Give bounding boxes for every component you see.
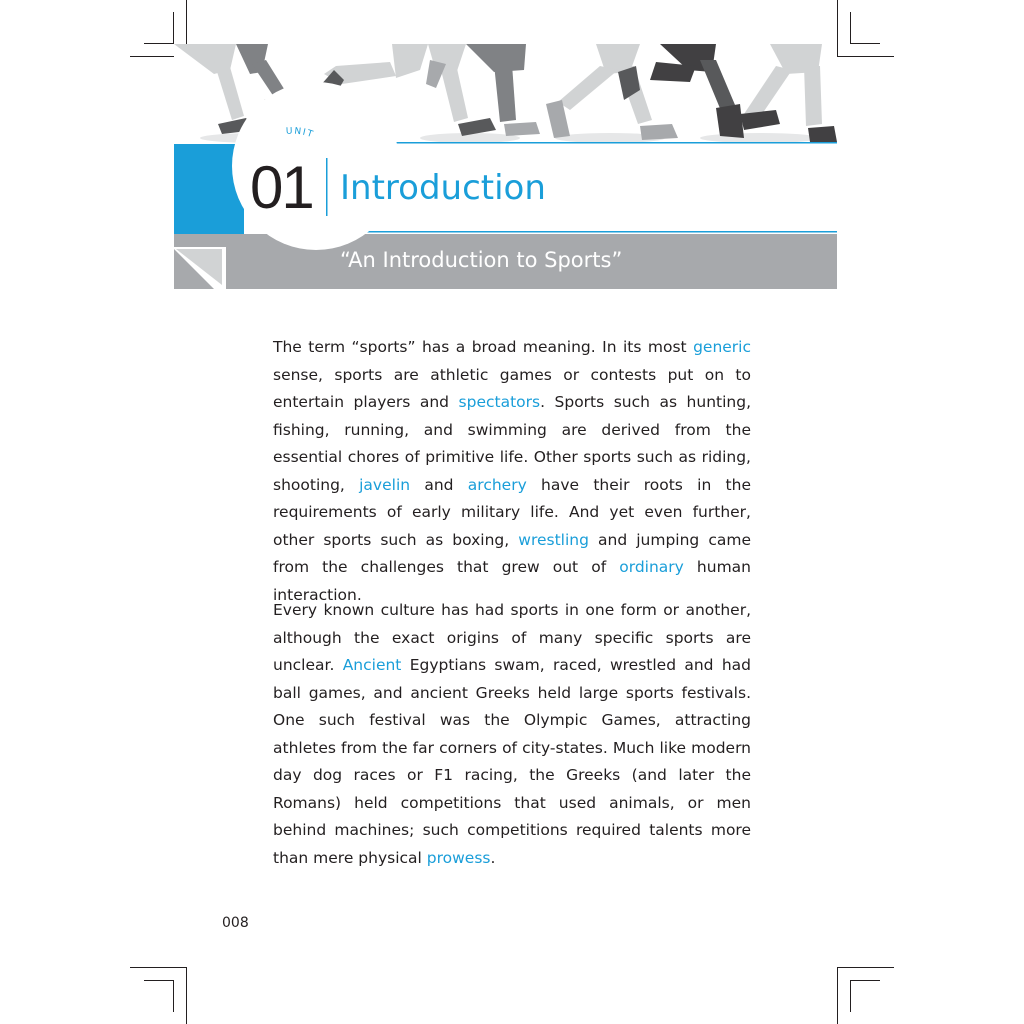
paragraph-text: . Sports such as hunting, fishing, running, and swimming are derived from the essential chores of primitive life. Other sports such as riding, shooting, [273, 393, 751, 494]
keyword-highlight: Ancient [342, 656, 402, 674]
paragraph-text: human interaction. [273, 558, 751, 604]
paragraph-text: sense, sports are athletic games or contests put on to entertain players and [273, 365, 751, 411]
keyword-highlight: spectators [458, 393, 541, 411]
keyword-highlight: wrestling [518, 530, 589, 549]
keyword-highlight: ordinary [619, 558, 684, 576]
keyword-highlight: javelin [359, 475, 411, 494]
paragraph-text: and jumping came from the challenges that grew out of [273, 530, 751, 576]
page-number: 008 [222, 915, 249, 931]
paragraph-text: The term “sports” has a broad meaning. In its most [273, 338, 694, 356]
paragraph-1 [273, 334, 751, 609]
paragraph-text: Every known culture has had sports in one form or another, although the exact origins of many specific sports are unclear. [273, 601, 751, 674]
unit-title: Introduction [340, 168, 546, 208]
paragraph-text: Egyptians swam, raced, wrestled and had ball games, and ancient Greeks held large sports festivals. One such festival was the Olympic Games, attracting athletes from the far corners of city-states. Much like modern day dog races or F1 racing, the Greeks (and later the Romans) held competitions that used animals, or men behind machines; such competitions required talents more than mere physical [273, 656, 751, 867]
keyword-highlight: generic [693, 338, 751, 356]
paragraph-2 [273, 597, 751, 872]
unit-number: 01 [250, 154, 313, 221]
paragraph-text: have their roots in the requirements of early military life. And yet even further, other sports such as boxing, [273, 475, 751, 549]
keyword-highlight: archery [467, 475, 527, 494]
paragraph-text: . [490, 848, 496, 867]
unit-label: UNIT [285, 126, 316, 141]
keyword-highlight: prowess [426, 848, 491, 867]
unit-subtitle: “An Introduction to Sports” [340, 248, 623, 272]
paragraph-text: and [410, 475, 468, 494]
